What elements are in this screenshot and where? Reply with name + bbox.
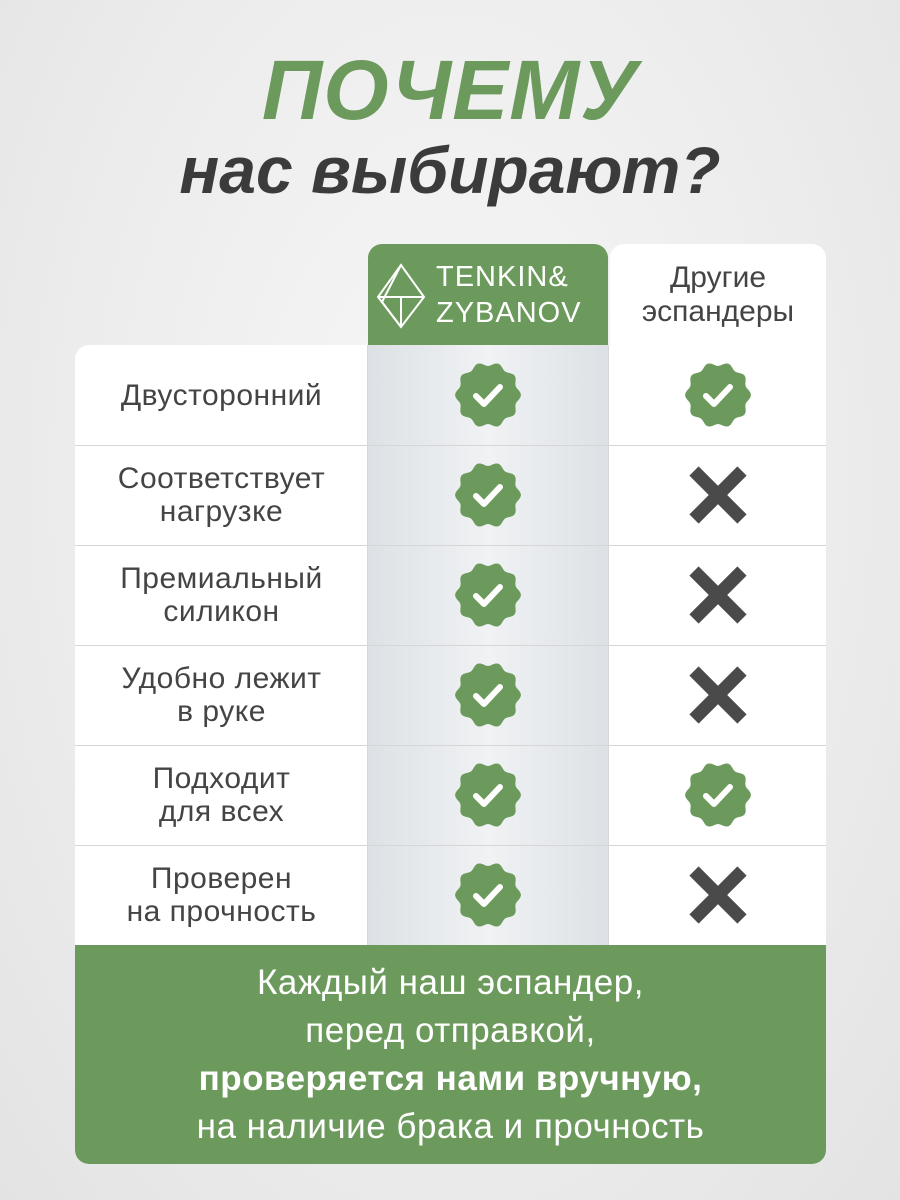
footer-line4: на наличие брака и прочность — [196, 1107, 705, 1146]
cross-icon — [688, 465, 748, 525]
check-badge-icon — [685, 762, 751, 828]
feature-label — [75, 645, 368, 745]
other-cell — [610, 345, 826, 445]
feature-label — [75, 345, 368, 445]
other-cell — [610, 745, 826, 845]
other-cell — [610, 845, 826, 945]
table-row — [75, 345, 826, 446]
feature-label-line2: нагрузке — [159, 495, 284, 528]
brand-cell — [368, 645, 608, 745]
check-badge-icon — [685, 362, 751, 428]
brand-cell — [368, 445, 608, 545]
check-badge-icon — [455, 562, 521, 628]
feature-label-line2: для всех — [158, 795, 285, 828]
table-row — [75, 745, 826, 846]
footer-line2: перед отправкой, — [305, 1011, 596, 1050]
brand-name-line2: ZYBANOV — [436, 296, 582, 329]
check-badge-icon — [455, 662, 521, 728]
other-cell — [610, 645, 826, 745]
table-row — [75, 845, 826, 945]
table-row — [75, 445, 826, 546]
headline-choose-us: нас выбирают? — [179, 133, 721, 207]
cross-icon — [688, 565, 748, 625]
other-column-header — [610, 244, 826, 345]
table-row — [75, 645, 826, 746]
feature-label — [75, 445, 368, 545]
check-badge-icon — [455, 362, 521, 428]
other-header-line1: Другие — [669, 260, 767, 294]
cross-icon — [688, 865, 748, 925]
brand-cell — [368, 845, 608, 945]
other-cell — [610, 445, 826, 545]
triangle-logo-icon — [374, 257, 428, 333]
feature-label-line1: Удобно лежит — [121, 662, 322, 695]
feature-label-line2: на прочность — [126, 895, 317, 928]
feature-label-line2: в руке — [177, 695, 266, 728]
other-header-line2: эспандеры — [641, 294, 795, 328]
feature-label-line2: силикон — [163, 595, 280, 628]
brand-cell — [368, 545, 608, 645]
footer-banner — [75, 945, 826, 1164]
feature-label — [75, 845, 368, 945]
table-row — [75, 545, 826, 646]
check-badge-icon — [455, 462, 521, 528]
brand-cell — [368, 345, 608, 445]
comparison-table — [75, 345, 826, 945]
check-badge-icon — [455, 762, 521, 828]
footer-line1: Каждый наш эспандер, — [257, 963, 644, 1002]
feature-label-line1: Соответствует — [117, 462, 326, 495]
brand-column-header — [368, 244, 608, 345]
headline-why: ПОЧЕМУ — [261, 43, 639, 137]
cross-icon — [688, 665, 748, 725]
footer-line3-bold: проверяется нами вручную, — [198, 1059, 703, 1098]
feature-label — [75, 545, 368, 645]
check-badge-icon — [455, 862, 521, 928]
brand-cell — [368, 745, 608, 845]
feature-label-line1: Премиальный — [120, 562, 323, 595]
feature-label-line1: Подходит — [152, 762, 291, 795]
feature-label — [75, 745, 368, 845]
feature-label-line1: Двусторонний — [120, 378, 323, 412]
brand-name-line1: TENKIN& — [436, 260, 569, 293]
feature-label-line1: Проверен — [150, 862, 293, 895]
other-cell — [610, 545, 826, 645]
